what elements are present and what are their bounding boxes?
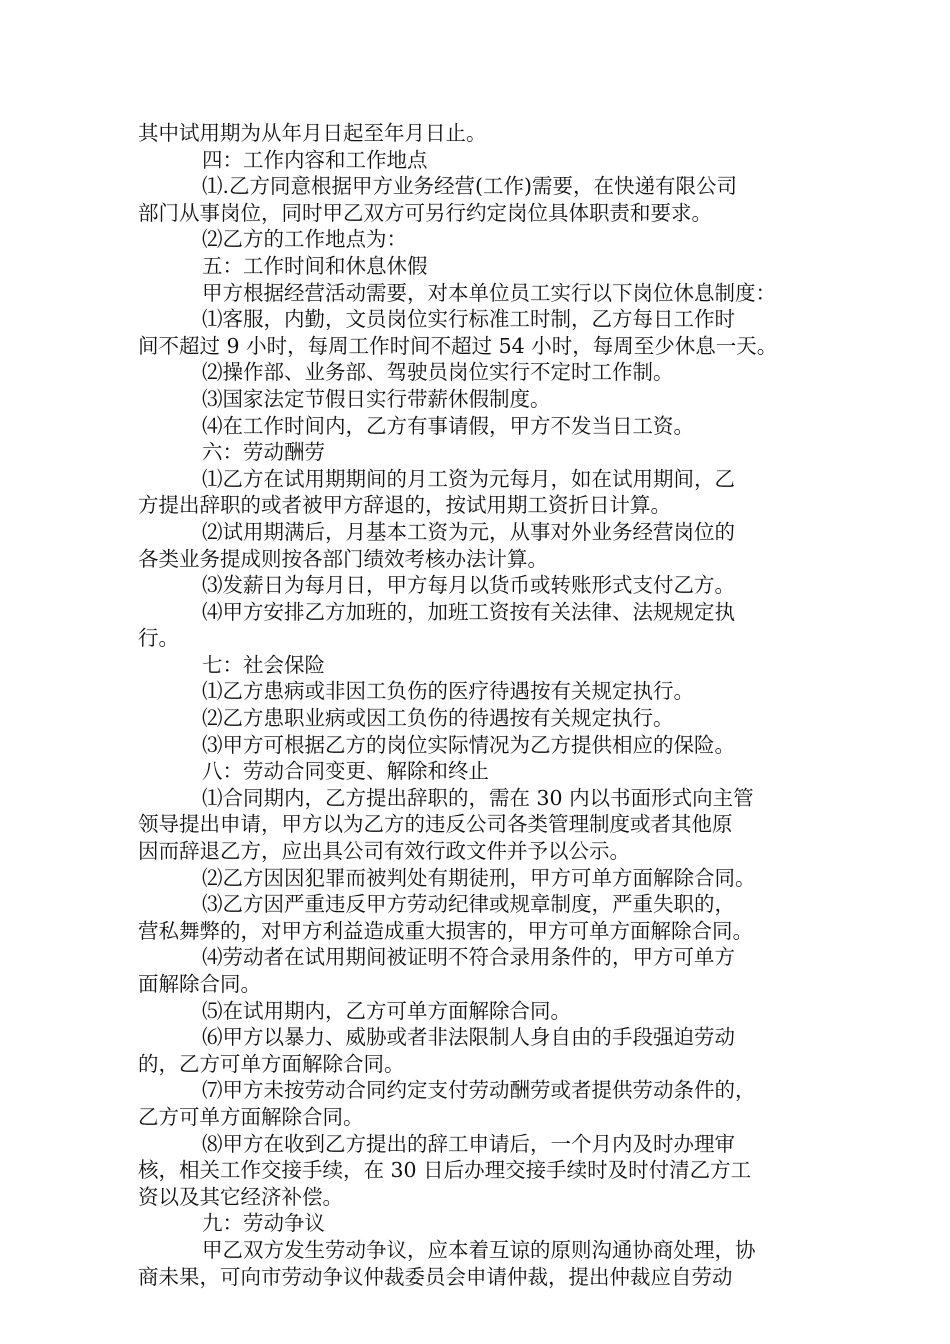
contract-text bbox=[138, 120, 818, 1290]
paragraph-line: 因而辞退乙方，应出具公司有效行政文件并予以公示。 bbox=[138, 839, 630, 864]
section-heading: 四：工作内容和工作地点 bbox=[202, 147, 428, 172]
paragraph-line: ⑴合同期内，乙方提出辞职的，需在 30 内以书面形式向主管 bbox=[202, 785, 754, 810]
paragraph-line: ⑵乙方因因犯罪而被判处有期徒刑，甲方可单方面解除合同。 bbox=[202, 865, 756, 890]
paragraph-line: ⑵操作部、业务部、驾驶员岗位实行不定时工作制。 bbox=[202, 360, 674, 385]
section-heading: 五：工作时间和休息休假 bbox=[202, 253, 428, 278]
paragraph-line: ⑶发薪日为每月日，甲方每月以货币或转账形式支付乙方。 bbox=[202, 573, 735, 598]
paragraph-line: 甲方根据经营活动需要，对本单位员工实行以下岗位休息制度： bbox=[202, 280, 776, 305]
paragraph-line: ⑺甲方未按劳动合同约定支付劳动酬劳或者提供劳动条件的， bbox=[202, 1078, 756, 1103]
section-heading: 六：劳动酬劳 bbox=[202, 440, 325, 465]
paragraph-line: ⑵试用期满后，月基本工资为元，从事对外业务经营岗位的 bbox=[202, 519, 735, 544]
paragraph-line: ⑹甲方以暴力、威胁或者非法限制人身自由的手段强迫劳动 bbox=[202, 1025, 735, 1050]
paragraph-line: 面解除合同。 bbox=[138, 972, 261, 996]
paragraph-line: ⑴乙方患病或非因工负伤的医疗待遇按有关规定执行。 bbox=[202, 679, 694, 704]
paragraph-line: 部门从事岗位，同时甲乙双方可另行约定岗位具体职责和要求。 bbox=[138, 200, 712, 225]
paragraph-line: ⑸在试用期内，乙方可单方面解除合同。 bbox=[202, 998, 571, 1023]
paragraph-line: 方提出辞职的或者被甲方辞退的，按试用期工资折日计算。 bbox=[138, 493, 671, 518]
section-heading: 七：社会保险 bbox=[202, 652, 325, 677]
paragraph-line: 商未果，可向市劳动争议仲裁委员会申请仲裁，提出仲裁应自劳动 bbox=[138, 1264, 733, 1289]
paragraph-line: 行。 bbox=[138, 626, 179, 651]
paragraph-line: 其中试用期为从年月日起至年月日止。 bbox=[138, 121, 487, 145]
section-heading: 八：劳动合同变更、解除和终止 bbox=[202, 759, 489, 784]
section-heading: 九：劳动争议 bbox=[202, 1211, 325, 1236]
paragraph-line: 资以及其它经济补偿。 bbox=[138, 1184, 343, 1209]
paragraph-line: ⑷在工作时间内，乙方有事请假，甲方不发当日工资。 bbox=[202, 413, 694, 438]
paragraph-line: 领导提出申请，甲方以为乙方的违反公司各类管理制度或者其他原 bbox=[138, 812, 733, 837]
paragraph-line: ⑷劳动者在试用期间被证明不符合录用条件的，甲方可单方 bbox=[202, 945, 735, 970]
paragraph-line: 各类业务提成则按各部门绩效考核办法计算。 bbox=[138, 546, 548, 571]
paragraph-line: ⑵乙方的工作地点为： bbox=[202, 227, 407, 252]
paragraph-line: 核，相关工作交接手续，在 30 日后办理交接手续时及时付清乙方工 bbox=[138, 1158, 752, 1183]
paragraph-line: ⑴乙方在试用期期间的月工资为元每月，如在试用期间，乙 bbox=[202, 466, 735, 491]
paragraph-line: ⑴客服，内勤，文员岗位实行标准工时制，乙方每日工作时 bbox=[202, 307, 735, 332]
paragraph-line: ⑶甲方可根据乙方的岗位实际情况为乙方提供相应的保险。 bbox=[202, 732, 735, 757]
paragraph-line: ⑷甲方安排乙方加班的，加班工资按有关法律、法规规定执 bbox=[202, 599, 735, 624]
paragraph-line: 营私舞弊的，对甲方利益造成重大损害的，甲方可单方面解除合同。 bbox=[138, 918, 753, 943]
paragraph-line: ⑵乙方患职业病或因工负伤的待遇按有关规定执行。 bbox=[202, 706, 674, 731]
paragraph-line: 乙方可单方面解除合同。 bbox=[138, 1104, 364, 1129]
paragraph-line: ⑶国家法定节假日实行带薪休假制度。 bbox=[202, 386, 551, 411]
paragraph-line: 间不超过 9 小时，每周工作时间不超过 54 小时，每周至少休息一天。 bbox=[138, 333, 778, 358]
paragraph-line: ⑴.乙方同意根据甲方业务经营(工作)需要，在快递有限公司 bbox=[202, 174, 738, 199]
paragraph-line: ⑶乙方因严重违反甲方劳动纪律或规章制度，严重失职的， bbox=[202, 892, 735, 917]
paragraph-line: ⑻甲方在收到乙方提出的辞工申请后，一个月内及时办理审 bbox=[202, 1131, 735, 1156]
paragraph-line: 的，乙方可单方面解除合同。 bbox=[138, 1051, 405, 1076]
paragraph-line: 甲乙双方发生劳动争议，应本着互谅的原则沟通协商处理，协 bbox=[202, 1237, 756, 1262]
